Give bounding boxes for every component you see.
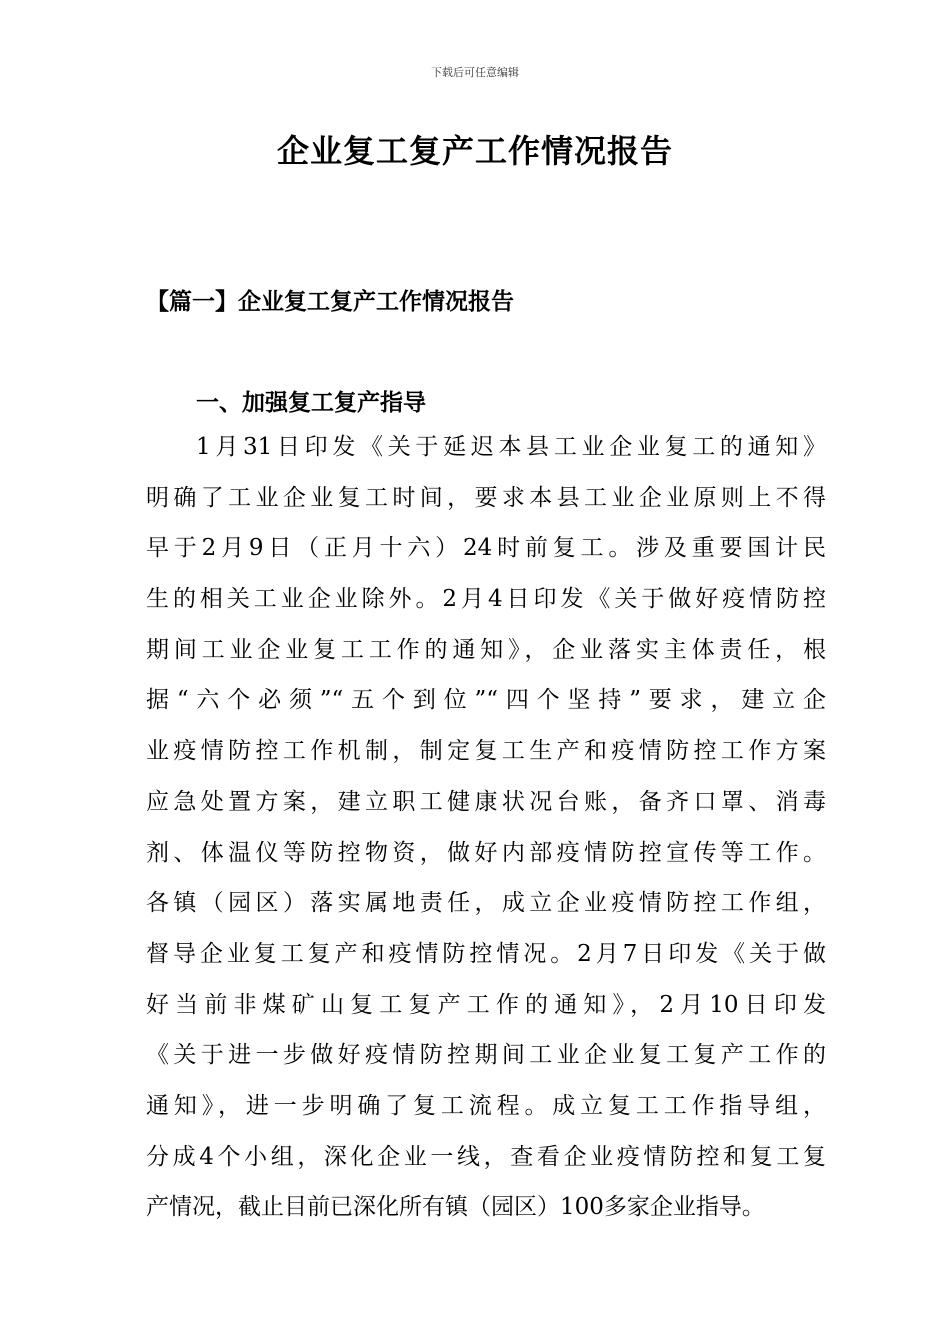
paragraph-line: 产情况，截止目前已深化所有镇（园区）100多家企业指导。	[146, 1194, 765, 1221]
document-title: 企业复工复产工作情况报告	[276, 132, 673, 170]
paragraph-line: 1月31日印发《关于延迟本县工业企业复工的通知》	[196, 434, 826, 460]
paragraph-line: 据“六个必须”“五个到位”“四个坚持”要求，建立企	[146, 687, 826, 714]
paragraph-line: 《关于进一步做好疫情防控期间工业企业复工复产工作的	[146, 1042, 826, 1069]
paragraph-line: 分成4个小组，深化企业一线，查看企业疫情防控和复工复	[146, 1143, 826, 1170]
paragraph-line: 督导企业复工复产和疫情防控情况。2月7日印发《关于做	[146, 940, 826, 967]
section-heading: 【篇一】企业复工复产工作情况报告	[146, 288, 514, 315]
paragraph-line: 各镇（园区）落实属地责任，成立企业疫情防控工作组，	[146, 890, 826, 917]
paragraph-line: 通知》，进一步明确了复工流程。成立复工工作指导组，	[146, 1092, 826, 1119]
body-paragraph	[146, 430, 826, 1241]
paragraph-line: 期间工业企业复工工作的通知》，企业落实主体责任，根	[146, 636, 826, 663]
paragraph-line: 明确了工业企业复工时间，要求本县工业企业原则上不得	[146, 484, 826, 511]
paragraph-line: 剂、体温仪等防控物资，做好内部疫情防控宣传等工作。	[146, 839, 826, 866]
paragraph-line: 应急处置方案，建立职工健康状况台账，备齐口罩、消毒	[146, 788, 826, 815]
paragraph-line: 好当前非煤矿山复工复产工作的通知》，2月10日印发	[146, 991, 826, 1018]
header-note: 下载后可任意编辑	[431, 66, 519, 79]
paragraph-line: 业疫情防控工作机制，制定复工生产和疫情防控工作方案	[146, 738, 826, 765]
paragraph-line: 生的相关工业企业除外。2月4日印发《关于做好疫情防控	[146, 586, 826, 613]
sub-heading: 一、加强复工复产指导	[196, 389, 426, 416]
paragraph-line: 早于2月9日（正月十六）24时前复工。涉及重要国计民	[146, 535, 826, 562]
